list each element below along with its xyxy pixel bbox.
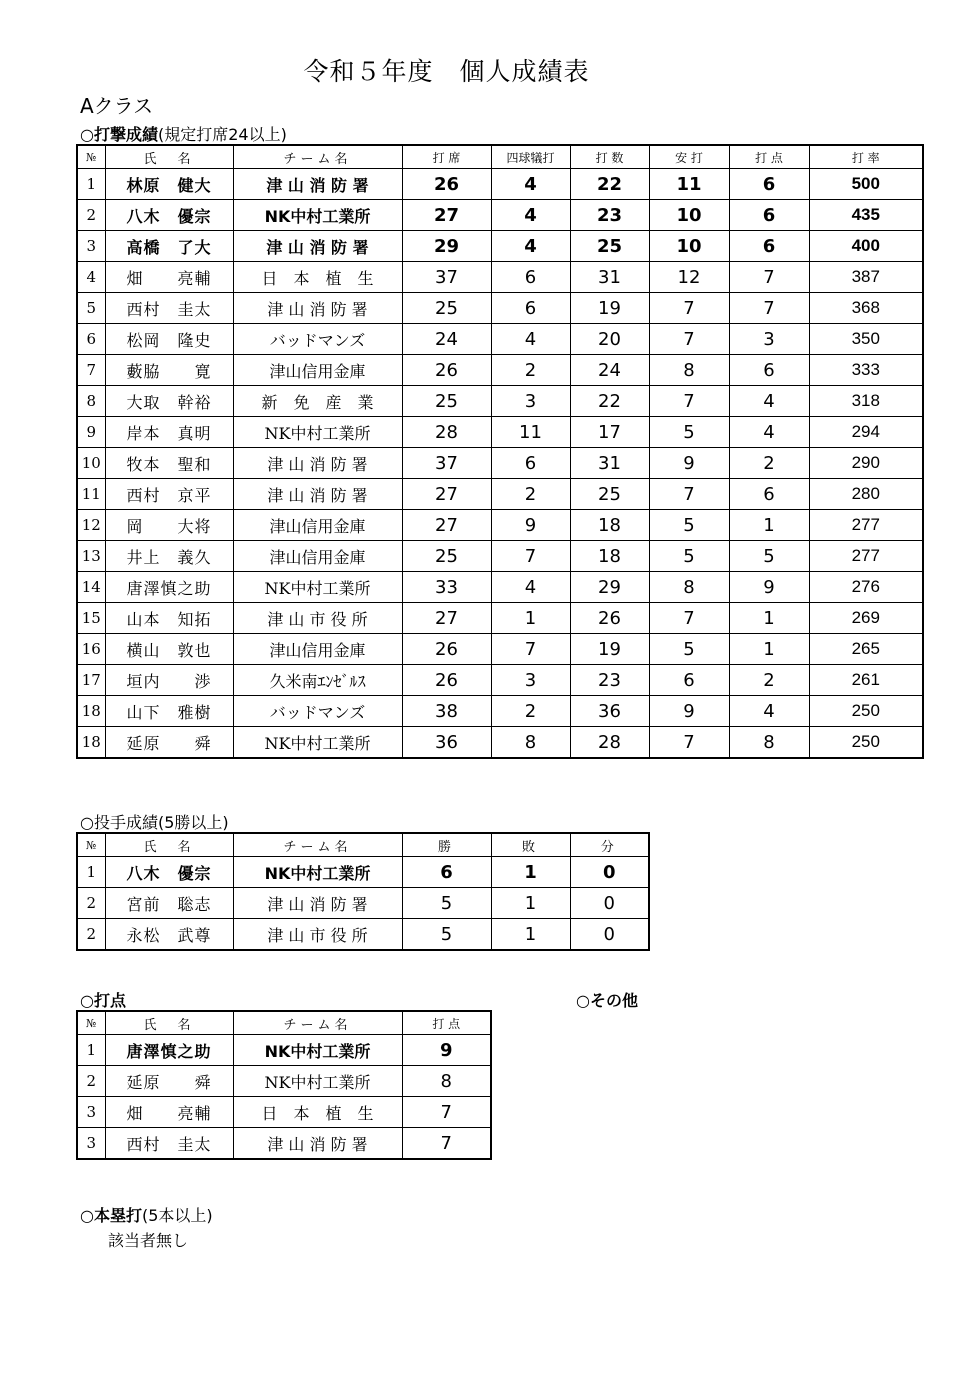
rank-cell: 1 [77, 1035, 105, 1066]
walks-sacrifices-cell: 7 [491, 634, 570, 665]
player-name-cell: 延原 舜 [105, 1066, 233, 1097]
team-name-cell: 津 山 市 役 所 [233, 603, 402, 634]
table-row [77, 324, 923, 355]
team-name-cell: 津 山 消 防 署 [233, 1128, 402, 1160]
batting-average-cell: 435 [809, 200, 923, 231]
col-header-name: 氏 名 [105, 145, 233, 169]
player-name-cell: 松岡 隆史 [105, 324, 233, 355]
col-header-hits: 安 打 [649, 145, 729, 169]
plate-appearances-cell: 28 [402, 417, 491, 448]
player-name-cell: 山下 雅樹 [105, 696, 233, 727]
team-name-cell: 津 山 消 防 署 [233, 293, 402, 324]
plate-appearances-cell: 27 [402, 510, 491, 541]
team-name-cell: NK中村工業所 [233, 200, 402, 231]
player-name-cell: 岸本 真明 [105, 417, 233, 448]
team-name-cell: 津山信用金庫 [233, 541, 402, 572]
rbi-cell: 6 [729, 479, 809, 510]
batting-average-cell: 277 [809, 541, 923, 572]
hits-cell: 7 [649, 603, 729, 634]
rbi-cell: 7 [402, 1097, 491, 1128]
table-row [77, 857, 649, 888]
plate-appearances-cell: 26 [402, 169, 491, 200]
batting-average-cell: 500 [809, 169, 923, 200]
plate-appearances-cell: 33 [402, 572, 491, 603]
at-bats-cell: 31 [570, 448, 649, 479]
hits-cell: 5 [649, 417, 729, 448]
col-header-no: № [77, 1011, 105, 1035]
team-name-cell: 津山信用金庫 [233, 634, 402, 665]
rank-cell: 6 [77, 324, 105, 355]
walks-sacrifices-cell: 6 [491, 293, 570, 324]
hits-cell: 7 [649, 386, 729, 417]
rank-cell: 3 [77, 231, 105, 262]
player-name-cell: 垣内 渉 [105, 665, 233, 696]
walks-sacrifices-cell: 4 [491, 572, 570, 603]
batting-average-cell: 333 [809, 355, 923, 386]
rank-cell: 17 [77, 665, 105, 696]
rank-cell: 11 [77, 479, 105, 510]
at-bats-cell: 22 [570, 386, 649, 417]
batting-heading [80, 122, 287, 145]
table-row [77, 448, 923, 479]
homerun-note: 該当者無し [108, 1231, 189, 1250]
walks-sacrifices-cell: 4 [491, 169, 570, 200]
batting-average-cell: 294 [809, 417, 923, 448]
homerun-heading-note: (5本以上) [141, 1206, 213, 1225]
plate-appearances-cell: 38 [402, 696, 491, 727]
table-row [77, 479, 923, 510]
pitching-header-row [77, 833, 649, 857]
batting-average-cell: 261 [809, 665, 923, 696]
batting-average-cell: 350 [809, 324, 923, 355]
walks-sacrifices-cell: 2 [491, 479, 570, 510]
walks-sacrifices-cell: 6 [491, 448, 570, 479]
batting-average-cell: 280 [809, 479, 923, 510]
losses-cell: 1 [491, 888, 570, 919]
at-bats-cell: 19 [570, 634, 649, 665]
plate-appearances-cell: 25 [402, 541, 491, 572]
table-row [77, 1066, 491, 1097]
hits-cell: 8 [649, 572, 729, 603]
rbi-heading: ○打点 [80, 991, 126, 1010]
player-name-cell: 高橋 了大 [105, 231, 233, 262]
player-name-cell: 唐澤慎之助 [105, 1035, 233, 1066]
walks-sacrifices-cell: 11 [491, 417, 570, 448]
rank-cell: 2 [77, 200, 105, 231]
batting-average-cell: 277 [809, 510, 923, 541]
hits-cell: 11 [649, 169, 729, 200]
plate-appearances-cell: 26 [402, 355, 491, 386]
player-name-cell: 岡 大将 [105, 510, 233, 541]
table-row [77, 510, 923, 541]
draws-cell: 0 [570, 888, 649, 919]
rbi-cell: 4 [729, 696, 809, 727]
col-header-rbi: 打 点 [402, 1011, 491, 1035]
player-name-cell: 藪脇 寛 [105, 355, 233, 386]
walks-sacrifices-cell: 6 [491, 262, 570, 293]
rbi-cell: 4 [729, 417, 809, 448]
player-name-cell: 西村 京平 [105, 479, 233, 510]
player-name-cell: 山本 知拓 [105, 603, 233, 634]
rbi-cell: 6 [729, 169, 809, 200]
rbi-cell: 9 [402, 1035, 491, 1066]
plate-appearances-cell: 24 [402, 324, 491, 355]
rank-cell: 10 [77, 448, 105, 479]
rbi-cell: 1 [729, 603, 809, 634]
team-name-cell: 新 免 産 業 [233, 386, 402, 417]
player-name-cell: 林原 健大 [105, 169, 233, 200]
at-bats-cell: 29 [570, 572, 649, 603]
batting-header-row [77, 145, 923, 169]
hits-cell: 5 [649, 541, 729, 572]
plate-appearances-cell: 26 [402, 665, 491, 696]
hits-cell: 7 [649, 324, 729, 355]
rank-cell: 2 [77, 888, 105, 919]
team-name-cell: NK中村工業所 [233, 1035, 402, 1066]
at-bats-cell: 36 [570, 696, 649, 727]
rbi-cell: 8 [729, 727, 809, 759]
rank-cell: 1 [77, 169, 105, 200]
at-bats-cell: 25 [570, 231, 649, 262]
col-header-rbi: 打 点 [729, 145, 809, 169]
table-row [77, 386, 923, 417]
batting-average-cell: 318 [809, 386, 923, 417]
rbi-cell: 3 [729, 324, 809, 355]
table-row [77, 231, 923, 262]
table-row [77, 262, 923, 293]
walks-sacrifices-cell: 4 [491, 324, 570, 355]
team-name-cell: 津 山 消 防 署 [233, 479, 402, 510]
plate-appearances-cell: 25 [402, 293, 491, 324]
at-bats-cell: 31 [570, 262, 649, 293]
rbi-cell: 2 [729, 665, 809, 696]
hits-cell: 7 [649, 293, 729, 324]
hits-cell: 9 [649, 448, 729, 479]
at-bats-cell: 20 [570, 324, 649, 355]
col-header-team: チーム名 [233, 145, 402, 169]
batting-average-cell: 400 [809, 231, 923, 262]
at-bats-cell: 25 [570, 479, 649, 510]
player-name-cell: 唐澤慎之助 [105, 572, 233, 603]
at-bats-cell: 19 [570, 293, 649, 324]
team-name-cell: NK中村工業所 [233, 417, 402, 448]
batting-average-cell: 250 [809, 727, 923, 759]
team-name-cell: NK中村工業所 [233, 857, 402, 888]
rbi-cell: 1 [729, 634, 809, 665]
col-header-wins: 勝 [402, 833, 491, 857]
team-name-cell: 津 山 消 防 署 [233, 888, 402, 919]
walks-sacrifices-cell: 2 [491, 355, 570, 386]
at-bats-cell: 22 [570, 169, 649, 200]
player-name-cell: 八木 優宗 [105, 857, 233, 888]
col-header-ab: 打 数 [570, 145, 649, 169]
walks-sacrifices-cell: 4 [491, 231, 570, 262]
hits-cell: 9 [649, 696, 729, 727]
rank-cell: 8 [77, 386, 105, 417]
player-name-cell: 西村 圭太 [105, 1128, 233, 1160]
rbi-cell: 9 [729, 572, 809, 603]
at-bats-cell: 23 [570, 200, 649, 231]
player-name-cell: 延原 舜 [105, 727, 233, 759]
homerun-heading [80, 1203, 213, 1226]
losses-cell: 1 [491, 857, 570, 888]
wins-cell: 6 [402, 857, 491, 888]
class-label: Aクラス [80, 94, 154, 118]
losses-cell: 1 [491, 919, 570, 951]
hits-cell: 10 [649, 231, 729, 262]
col-header-pa: 打 席 [402, 145, 491, 169]
table-row [77, 665, 923, 696]
rank-cell: 16 [77, 634, 105, 665]
team-name-cell: バッドマンズ [233, 696, 402, 727]
table-row [77, 696, 923, 727]
col-header-no: № [77, 145, 105, 169]
batting-average-cell: 387 [809, 262, 923, 293]
pitching-table [76, 832, 650, 951]
table-row [77, 169, 923, 200]
rank-cell: 4 [77, 262, 105, 293]
walks-sacrifices-cell: 8 [491, 727, 570, 759]
rank-cell: 9 [77, 417, 105, 448]
table-row [77, 1097, 491, 1128]
plate-appearances-cell: 37 [402, 262, 491, 293]
rbi-cell: 7 [729, 293, 809, 324]
col-header-team: チーム名 [233, 1011, 402, 1035]
walks-sacrifices-cell: 3 [491, 386, 570, 417]
col-header-no: № [77, 833, 105, 857]
player-name-cell: 西村 圭太 [105, 293, 233, 324]
player-name-cell: 横山 敦也 [105, 634, 233, 665]
batting-average-cell: 368 [809, 293, 923, 324]
rbi-cell: 7 [402, 1128, 491, 1160]
walks-sacrifices-cell: 3 [491, 665, 570, 696]
rank-cell: 3 [77, 1128, 105, 1160]
hits-cell: 6 [649, 665, 729, 696]
rank-cell: 2 [77, 919, 105, 951]
col-header-draws: 分 [570, 833, 649, 857]
col-header-name: 氏 名 [105, 833, 233, 857]
player-name-cell: 宮前 聡志 [105, 888, 233, 919]
table-row [77, 293, 923, 324]
draws-cell: 0 [570, 857, 649, 888]
rank-cell: 18 [77, 727, 105, 759]
rbi-cell: 1 [729, 510, 809, 541]
rank-cell: 12 [77, 510, 105, 541]
wins-cell: 5 [402, 888, 491, 919]
rank-cell: 1 [77, 857, 105, 888]
batting-body [77, 169, 923, 759]
walks-sacrifices-cell: 4 [491, 200, 570, 231]
hits-cell: 12 [649, 262, 729, 293]
table-row [77, 200, 923, 231]
at-bats-cell: 18 [570, 510, 649, 541]
team-name-cell: バッドマンズ [233, 324, 402, 355]
table-row [77, 417, 923, 448]
batting-heading-main: ○打撃成績 [80, 125, 158, 144]
hits-cell: 8 [649, 355, 729, 386]
plate-appearances-cell: 27 [402, 603, 491, 634]
table-row [77, 634, 923, 665]
team-name-cell: 津山信用金庫 [233, 355, 402, 386]
hits-cell: 10 [649, 200, 729, 231]
table-row [77, 1128, 491, 1160]
rank-cell: 7 [77, 355, 105, 386]
rbi-cell: 5 [729, 541, 809, 572]
team-name-cell: NK中村工業所 [233, 727, 402, 759]
at-bats-cell: 17 [570, 417, 649, 448]
team-name-cell: 久米南ｴﾝｾﾞﾙｽ [233, 665, 402, 696]
table-row [77, 919, 649, 951]
rbi-table [76, 1010, 492, 1160]
player-name-cell: 畑 亮輔 [105, 1097, 233, 1128]
rbi-cell: 6 [729, 200, 809, 231]
team-name-cell: 津 山 消 防 署 [233, 169, 402, 200]
rbi-header-row [77, 1011, 491, 1035]
wins-cell: 5 [402, 919, 491, 951]
at-bats-cell: 23 [570, 665, 649, 696]
table-row [77, 541, 923, 572]
player-name-cell: 大取 幹裕 [105, 386, 233, 417]
team-name-cell: 津山信用金庫 [233, 510, 402, 541]
team-name-cell: NK中村工業所 [233, 1066, 402, 1097]
at-bats-cell: 18 [570, 541, 649, 572]
pitching-heading: ○投手成績(5勝以上) [80, 813, 229, 832]
rbi-cell: 6 [729, 355, 809, 386]
player-name-cell: 牧本 聖和 [105, 448, 233, 479]
rbi-cell: 7 [729, 262, 809, 293]
player-name-cell: 永松 武尊 [105, 919, 233, 951]
walks-sacrifices-cell: 7 [491, 541, 570, 572]
page-title: 令和５年度 個人成績表 [303, 57, 590, 86]
rank-cell: 3 [77, 1097, 105, 1128]
walks-sacrifices-cell: 2 [491, 696, 570, 727]
rank-cell: 15 [77, 603, 105, 634]
plate-appearances-cell: 29 [402, 231, 491, 262]
col-header-losses: 敗 [491, 833, 570, 857]
hits-cell: 7 [649, 479, 729, 510]
team-name-cell: 津 山 市 役 所 [233, 919, 402, 951]
pitching-body [77, 857, 649, 951]
rbi-cell: 4 [729, 386, 809, 417]
rank-cell: 18 [77, 696, 105, 727]
batting-average-cell: 250 [809, 696, 923, 727]
batting-table [76, 144, 924, 759]
team-name-cell: 日 本 植 生 [233, 262, 402, 293]
col-header-bb: 四球犠打 [491, 145, 570, 169]
batting-average-cell: 265 [809, 634, 923, 665]
plate-appearances-cell: 27 [402, 200, 491, 231]
rbi-cell: 2 [729, 448, 809, 479]
col-header-avg: 打 率 [809, 145, 923, 169]
walks-sacrifices-cell: 9 [491, 510, 570, 541]
table-row [77, 572, 923, 603]
at-bats-cell: 26 [570, 603, 649, 634]
hits-cell: 5 [649, 510, 729, 541]
table-row [77, 603, 923, 634]
hits-cell: 7 [649, 727, 729, 759]
batting-heading-note: (規定打席24以上) [157, 125, 287, 144]
batting-average-cell: 290 [809, 448, 923, 479]
plate-appearances-cell: 26 [402, 634, 491, 665]
at-bats-cell: 24 [570, 355, 649, 386]
col-header-team: チーム名 [233, 833, 402, 857]
rbi-cell: 8 [402, 1066, 491, 1097]
rank-cell: 14 [77, 572, 105, 603]
plate-appearances-cell: 36 [402, 727, 491, 759]
team-name-cell: 日 本 植 生 [233, 1097, 402, 1128]
rbi-body [77, 1035, 491, 1160]
table-row [77, 1035, 491, 1066]
table-row [77, 888, 649, 919]
player-name-cell: 畑 亮輔 [105, 262, 233, 293]
batting-average-cell: 276 [809, 572, 923, 603]
walks-sacrifices-cell: 1 [491, 603, 570, 634]
rbi-cell: 6 [729, 231, 809, 262]
homerun-heading-main: ○本塁打 [80, 1206, 142, 1225]
other-heading: ○その他 [576, 991, 638, 1010]
rank-cell: 13 [77, 541, 105, 572]
plate-appearances-cell: 25 [402, 386, 491, 417]
table-row [77, 727, 923, 759]
rank-cell: 5 [77, 293, 105, 324]
col-header-name: 氏 名 [105, 1011, 233, 1035]
hits-cell: 5 [649, 634, 729, 665]
team-name-cell: 津 山 消 防 署 [233, 231, 402, 262]
draws-cell: 0 [570, 919, 649, 951]
team-name-cell: 津 山 消 防 署 [233, 448, 402, 479]
plate-appearances-cell: 27 [402, 479, 491, 510]
at-bats-cell: 28 [570, 727, 649, 759]
plate-appearances-cell: 37 [402, 448, 491, 479]
player-name-cell: 井上 義久 [105, 541, 233, 572]
player-name-cell: 八木 優宗 [105, 200, 233, 231]
batting-average-cell: 269 [809, 603, 923, 634]
rank-cell: 2 [77, 1066, 105, 1097]
team-name-cell: NK中村工業所 [233, 572, 402, 603]
table-row [77, 355, 923, 386]
